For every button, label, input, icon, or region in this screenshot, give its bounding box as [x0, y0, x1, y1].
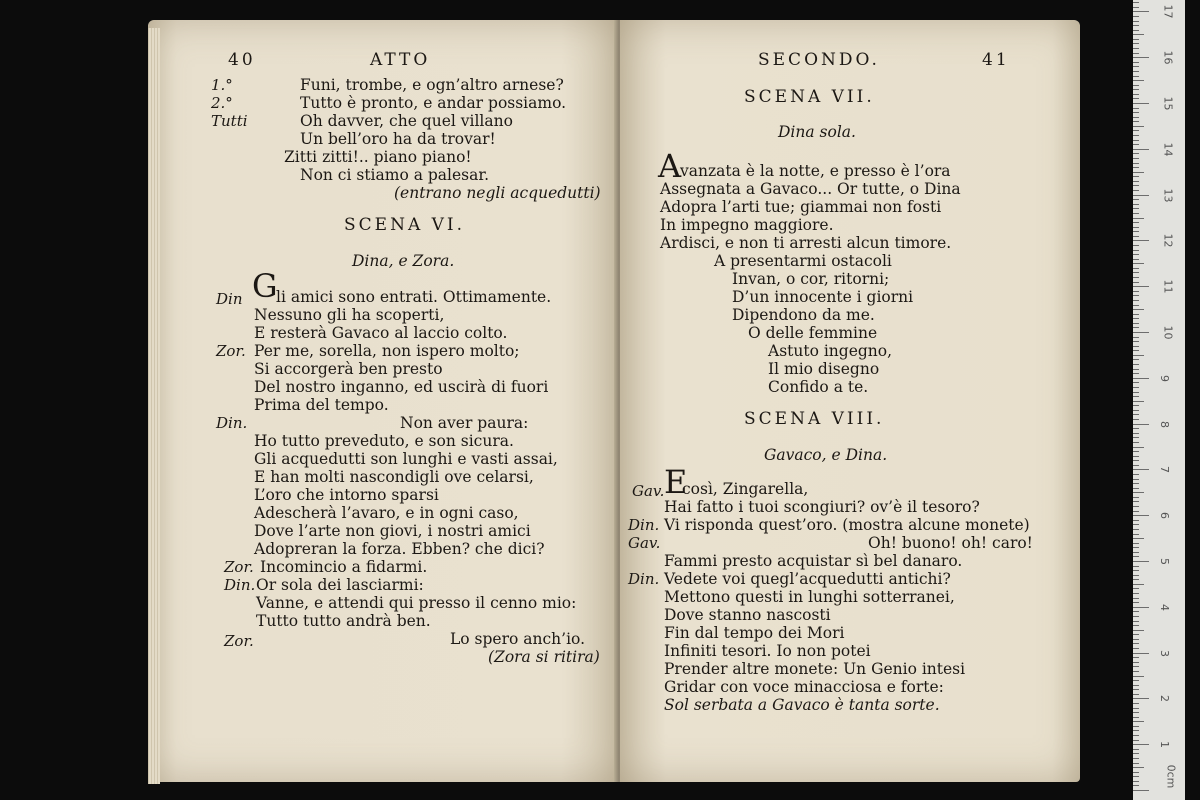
ruler-tick	[1133, 740, 1139, 741]
ruler-tick	[1133, 465, 1139, 466]
ruler-tick	[1133, 392, 1139, 393]
ruler-tick	[1133, 419, 1139, 420]
ruler-tick	[1133, 149, 1149, 150]
ruler-tick	[1133, 424, 1149, 425]
ruler-tick	[1133, 543, 1139, 544]
right-page	[620, 20, 1080, 782]
running-head: ATTO	[370, 50, 431, 70]
ruler-tick	[1133, 703, 1139, 704]
ruler-tick	[1133, 167, 1139, 168]
ruler-tick	[1133, 653, 1149, 654]
ruler-tick	[1133, 291, 1139, 292]
ruler-tick	[1133, 236, 1139, 237]
ruler-tick	[1133, 318, 1139, 319]
speaker-label: Zor.	[224, 558, 254, 576]
speaker-label: Zor.	[216, 342, 246, 360]
dialogue-line: Prender altre monete: Un Genio intesi	[664, 660, 966, 678]
verse-line: D’un innocente i giorni	[732, 288, 914, 306]
ruler-tick	[1133, 222, 1139, 223]
ruler-tick	[1133, 185, 1139, 186]
ruler-number: 14	[1161, 142, 1175, 157]
ruler-tick	[1133, 108, 1139, 109]
speaker-label: 2.°	[211, 94, 233, 112]
ruler-tick	[1133, 286, 1149, 287]
drop-cap: E	[664, 463, 688, 501]
ruler-tick	[1133, 98, 1139, 99]
dialogue-line: Mettono questi in lunghi sotterranei,	[664, 588, 955, 606]
ruler-tick	[1133, 474, 1139, 475]
ruler-number: 7	[1158, 466, 1171, 474]
ruler-tick	[1133, 76, 1139, 77]
scene-title: SCENA VII.	[744, 87, 875, 107]
ruler-number: 3	[1158, 649, 1171, 657]
dialogue-line: così, Zingarella,	[682, 480, 809, 498]
dialogue-line: Infiniti tesori. Io non potei	[664, 642, 871, 660]
dialogue-line: Si accorgerà ben presto	[254, 360, 443, 378]
ruler-tick	[1133, 126, 1144, 127]
ruler-tick	[1133, 717, 1139, 718]
ruler-tick	[1133, 721, 1144, 722]
ruler-number: 2	[1158, 695, 1171, 703]
ruler-tick	[1133, 355, 1144, 356]
ruler-tick	[1133, 231, 1139, 232]
ruler-tick	[1133, 456, 1139, 457]
ruler-tick	[1133, 80, 1144, 81]
ruler-tick	[1133, 611, 1139, 612]
verse-line: Il mio disegno	[768, 360, 880, 378]
dialogue-line: Oh! buono! oh! caro!	[868, 534, 1033, 552]
ruler-tick	[1133, 776, 1139, 777]
dialogue-line: Gridar con voce minacciosa e forte:	[664, 678, 944, 696]
verse-line: Funi, trombe, e ogn’altro arnese?	[300, 76, 564, 94]
verse-line: Astuto ingegno,	[768, 342, 893, 360]
dialogue-line: Hai fatto i tuoi scongiuri? ov’è il tesoro?	[664, 498, 980, 516]
ruler-tick	[1133, 744, 1149, 745]
ruler-tick	[1133, 575, 1139, 576]
page-edges	[148, 28, 160, 784]
ruler-tick	[1133, 726, 1139, 727]
ruler-number: 17	[1161, 4, 1175, 19]
ruler-tick	[1133, 85, 1139, 86]
ruler-tick	[1133, 369, 1139, 370]
ruler-tick	[1133, 153, 1139, 154]
ruler-number: 4	[1158, 603, 1171, 611]
ruler-tick	[1133, 309, 1144, 310]
ruler-tick	[1133, 662, 1139, 663]
ruler-tick	[1133, 378, 1149, 379]
ruler-tick	[1133, 272, 1139, 273]
ruler-tick	[1133, 373, 1139, 374]
ruler-tick	[1133, 227, 1139, 228]
ruler-tick	[1133, 263, 1144, 264]
ruler-tick	[1133, 753, 1139, 754]
stage-direction: (entrano negli acquedutti)	[394, 184, 601, 202]
ruler-tick	[1133, 447, 1144, 448]
dialogue-line: Fin dal tempo dei Mori	[664, 624, 845, 642]
dialogue-line: Adopreran la forza. Ebben? che dici?	[254, 540, 545, 558]
ruler-tick	[1133, 135, 1139, 136]
ruler-tick	[1133, 195, 1149, 196]
ruler-tick	[1133, 66, 1139, 67]
ruler-tick	[1133, 643, 1139, 644]
ruler-number: 10	[1161, 325, 1175, 340]
ruler-tick	[1133, 245, 1139, 246]
ruler-tick	[1133, 48, 1139, 49]
ruler-tick	[1133, 314, 1139, 315]
ruler-tick	[1133, 204, 1139, 205]
dialogue-line: Lo spero anch’io.	[450, 630, 586, 648]
dialogue-line: Sol serbata a Gavaco è tanta sorte.	[664, 696, 940, 714]
ruler-tick	[1133, 130, 1139, 131]
dialogue-line: Fammi presto acquistar sì bel danaro.	[664, 552, 963, 570]
page-number: 41	[982, 50, 1010, 70]
ruler-tick	[1133, 469, 1149, 470]
ruler-tick	[1133, 561, 1149, 562]
speaker-label: Din.	[628, 516, 660, 534]
ruler-number: 6	[1158, 512, 1171, 520]
ruler-tick	[1133, 712, 1139, 713]
ruler-tick	[1133, 259, 1139, 260]
ruler-tick	[1133, 529, 1139, 530]
ruler-tick	[1133, 666, 1139, 667]
ruler-number: 1	[1158, 741, 1171, 749]
ruler-tick	[1133, 103, 1149, 104]
ruler-tick	[1133, 323, 1139, 324]
ruler-tick	[1133, 208, 1139, 209]
ruler-tick	[1133, 341, 1139, 342]
page-number: 40	[228, 50, 256, 70]
verse-line: Invan, o cor, ritorni;	[732, 270, 890, 288]
ruler-tick	[1133, 387, 1139, 388]
dialogue-line: Incomincio a fidarmi.	[260, 558, 428, 576]
dialogue-line: Adescherà l’avaro, e in ogni caso,	[254, 504, 519, 522]
ruler-tick	[1133, 497, 1139, 498]
verse-line: In impegno maggiore.	[660, 216, 834, 234]
ruler-tick	[1133, 630, 1144, 631]
speaker-label: Din	[216, 290, 243, 308]
dialogue-line: Per me, sorella, non ispero molto;	[254, 342, 520, 360]
ruler-number: 9	[1158, 374, 1171, 382]
ruler-tick	[1133, 735, 1139, 736]
ruler-tick	[1133, 213, 1139, 214]
ruler-tick	[1133, 492, 1144, 493]
ruler-tick	[1133, 350, 1139, 351]
dialogue-line: li amici sono entrati. Ottimamente.	[276, 288, 552, 306]
ruler-tick	[1133, 39, 1139, 40]
verse-line: Ardisci, e non ti arresti alcun timore.	[660, 234, 952, 252]
ruler-tick	[1133, 547, 1139, 548]
ruler-tick	[1133, 181, 1139, 182]
scene-title: SCENA VIII.	[744, 409, 885, 429]
ruler-tick	[1133, 410, 1139, 411]
ruler-tick	[1133, 57, 1149, 58]
ruler-tick	[1133, 758, 1139, 759]
ruler-tick	[1133, 327, 1139, 328]
ruler-tick	[1133, 295, 1139, 296]
ruler-tick	[1133, 534, 1139, 535]
verse-line: Oh davver, che quel villano	[300, 112, 513, 130]
ruler-tick	[1133, 442, 1139, 443]
ruler-tick	[1133, 451, 1139, 452]
ruler-tick	[1133, 396, 1139, 397]
ruler-tick	[1133, 460, 1139, 461]
ruler-tick	[1133, 730, 1139, 731]
ruler-tick	[1133, 520, 1139, 521]
verse-line: Dipendono da me.	[732, 306, 875, 324]
ruler-tick	[1133, 172, 1144, 173]
ruler-tick	[1133, 94, 1139, 95]
ruler-tick	[1133, 144, 1139, 145]
ruler-number: 8	[1158, 420, 1171, 428]
ruler-tick	[1133, 680, 1139, 681]
ruler-tick	[1133, 506, 1139, 507]
ruler-tick	[1133, 163, 1139, 164]
scene-subtitle: Dina, e Zora.	[352, 252, 455, 270]
ruler-tick	[1133, 437, 1139, 438]
stage-direction: (Zora si ritira)	[488, 648, 600, 666]
ruler-tick	[1133, 433, 1139, 434]
dialogue-line: Nessuno gli ha scoperti,	[254, 306, 445, 324]
ruler-tick	[1133, 556, 1139, 557]
speaker-label: Gav.	[632, 482, 665, 500]
drop-cap: G	[252, 267, 278, 305]
ruler-number: 13	[1161, 188, 1175, 203]
verse-line: O delle femmine	[748, 324, 878, 342]
ruler-tick	[1133, 483, 1139, 484]
ruler-tick	[1133, 607, 1149, 608]
ruler-tick	[1133, 7, 1139, 8]
ruler-tick	[1133, 43, 1139, 44]
speaker-label: Din.	[628, 570, 660, 588]
ruler-number: 11	[1161, 279, 1175, 294]
ruler-tick	[1133, 428, 1139, 429]
verse-line: Non ci stiamo a palesar.	[300, 166, 489, 184]
ruler-tick	[1133, 364, 1139, 365]
ruler-tick	[1133, 89, 1139, 90]
ruler-tick	[1133, 414, 1139, 415]
verse-line: vanzata è la notte, e presso è l’ora	[680, 162, 951, 180]
ruler-tick	[1133, 53, 1139, 54]
ruler-tick	[1133, 593, 1139, 594]
ruler-tick	[1133, 332, 1149, 333]
ruler-tick	[1133, 767, 1144, 768]
ruler-tick	[1133, 671, 1139, 672]
ruler-tick	[1133, 117, 1139, 118]
ruler-tick	[1133, 708, 1139, 709]
ruler-number: 12	[1161, 233, 1175, 248]
ruler-tick	[1133, 648, 1139, 649]
dialogue-line: Vi risponda quest’oro. (mostra alcune monete)	[664, 516, 1030, 534]
ruler-tick	[1133, 240, 1149, 241]
speaker-label: 1.°	[211, 76, 233, 94]
ruler-tick	[1133, 772, 1139, 773]
scene-subtitle: Dina sola.	[778, 123, 856, 141]
ruler-tick	[1133, 218, 1144, 219]
ruler-tick	[1133, 401, 1144, 402]
ruler-tick	[1133, 140, 1139, 141]
dialogue-line: Dove l’arte non giovi, i nostri amici	[254, 522, 531, 540]
ruler-tick	[1133, 602, 1139, 603]
ruler-tick	[1133, 337, 1139, 338]
ruler-tick	[1133, 199, 1139, 200]
ruler-tick	[1133, 689, 1139, 690]
ruler-tick	[1133, 676, 1144, 677]
ruler-tick	[1133, 634, 1139, 635]
ruler-tick	[1133, 616, 1139, 617]
ruler-tick	[1133, 749, 1139, 750]
ruler-tick	[1133, 300, 1139, 301]
ruler-tick	[1133, 657, 1139, 658]
ruler-tick	[1133, 511, 1139, 512]
dialogue-line: Vedete voi quegl’acquedutti antichi?	[664, 570, 951, 588]
ruler-number: 16	[1161, 50, 1175, 65]
dialogue-line: L’oro che intorno sparsi	[254, 486, 439, 504]
ruler-tick	[1133, 62, 1139, 63]
open-book	[148, 20, 1080, 790]
dialogue-line: Tutto tutto andrà ben.	[256, 612, 431, 630]
ruler-tick	[1133, 254, 1139, 255]
dialogue-line: Non aver paura:	[400, 414, 529, 432]
ruler-tick	[1133, 584, 1144, 585]
ruler-tick	[1133, 282, 1139, 283]
ruler-tick	[1133, 121, 1139, 122]
ruler-tick	[1133, 190, 1139, 191]
dialogue-line: Ho tutto preveduto, e son sicura.	[254, 432, 514, 450]
speaker-label: Din.	[216, 414, 248, 432]
ruler-tick	[1133, 524, 1139, 525]
speaker-label: Tutti	[211, 112, 248, 130]
ruler-tick	[1133, 405, 1139, 406]
dialogue-line: Vanne, e attendi qui presso il cenno mio:	[256, 594, 577, 612]
ruler-tick	[1133, 158, 1139, 159]
ruler-tick	[1133, 639, 1139, 640]
ruler-tick	[1133, 305, 1139, 306]
ruler-tick	[1133, 588, 1139, 589]
ruler-tick	[1133, 570, 1139, 571]
dialogue-line: Del nostro inganno, ed uscirà di fuori	[254, 378, 549, 396]
speaker-label: Gav.	[628, 534, 661, 552]
dialogue-line: Dove stanno nascosti	[664, 606, 831, 624]
ruler-tick	[1133, 698, 1149, 699]
ruler-tick	[1133, 694, 1139, 695]
ruler-tick	[1133, 598, 1139, 599]
verse-line: Un bell’oro ha da trovar!	[300, 130, 496, 148]
ruler-tick	[1133, 685, 1139, 686]
verse-line: Zitti zitti!.. piano piano!	[284, 148, 472, 166]
verse-line: Tutto è pronto, e andar possiamo.	[300, 94, 567, 112]
ruler-tick	[1133, 621, 1139, 622]
ruler-tick	[1133, 16, 1139, 17]
ruler-tick	[1133, 346, 1139, 347]
ruler-tick	[1133, 71, 1139, 72]
dialogue-line: Prima del tempo.	[254, 396, 389, 414]
ruler-tick	[1133, 488, 1139, 489]
running-head: SECONDO.	[758, 50, 880, 70]
ruler-tick	[1133, 34, 1144, 35]
measuring-ruler	[1133, 0, 1185, 800]
dialogue-line: Or sola dei lasciarmi:	[256, 576, 424, 594]
ruler-tick	[1133, 268, 1139, 269]
ruler-tick	[1133, 566, 1139, 567]
verse-line: Assegnata a Gavaco... Or tutte, o Dina	[660, 180, 961, 198]
ruler-tick	[1133, 781, 1139, 782]
ruler-tick	[1133, 250, 1139, 251]
drop-cap: A	[658, 147, 682, 185]
ruler-tick	[1133, 552, 1139, 553]
ruler-tick	[1133, 501, 1139, 502]
ruler-tick	[1133, 176, 1139, 177]
verse-line: Confido a te.	[768, 378, 869, 396]
ruler-tick	[1133, 763, 1139, 764]
ruler-tick	[1133, 382, 1139, 383]
ruler-tick	[1133, 112, 1139, 113]
left-page	[148, 20, 618, 782]
ruler-number: 5	[1158, 558, 1171, 565]
speaker-label: Din.	[224, 576, 256, 594]
ruler-tick	[1133, 625, 1139, 626]
dialogue-line: Gli acquedutti son lunghi e vasti assai,	[254, 450, 558, 468]
ruler-tick	[1133, 579, 1139, 580]
ruler-tick	[1133, 479, 1139, 480]
dialogue-line: E resterà Gavaco al laccio colto.	[254, 324, 508, 342]
speaker-label: Zor.	[224, 632, 254, 650]
ruler-tick	[1133, 25, 1139, 26]
verse-line: A presentarmi ostacoli	[714, 252, 892, 270]
ruler-tick	[1133, 21, 1139, 22]
scene-title: SCENA VI.	[344, 215, 466, 235]
ruler-tick	[1133, 790, 1149, 791]
ruler-tick	[1133, 2, 1139, 3]
verse-line: Adopra l’arti tue; giammai non fosti	[660, 198, 942, 216]
ruler-tick	[1133, 538, 1144, 539]
ruler-number: 15	[1161, 96, 1175, 111]
scene-subtitle: Gavaco, e Dina.	[764, 446, 888, 464]
dialogue-line: E han molti nascondigli ove celarsi,	[254, 468, 534, 486]
ruler-tick	[1133, 785, 1139, 786]
ruler-tick	[1133, 515, 1149, 516]
ruler-tick	[1133, 11, 1149, 12]
ruler-tick	[1133, 359, 1139, 360]
ruler-tick	[1133, 277, 1139, 278]
ruler-tick	[1133, 30, 1139, 31]
ruler-unit-label: 0cm	[1164, 764, 1178, 789]
